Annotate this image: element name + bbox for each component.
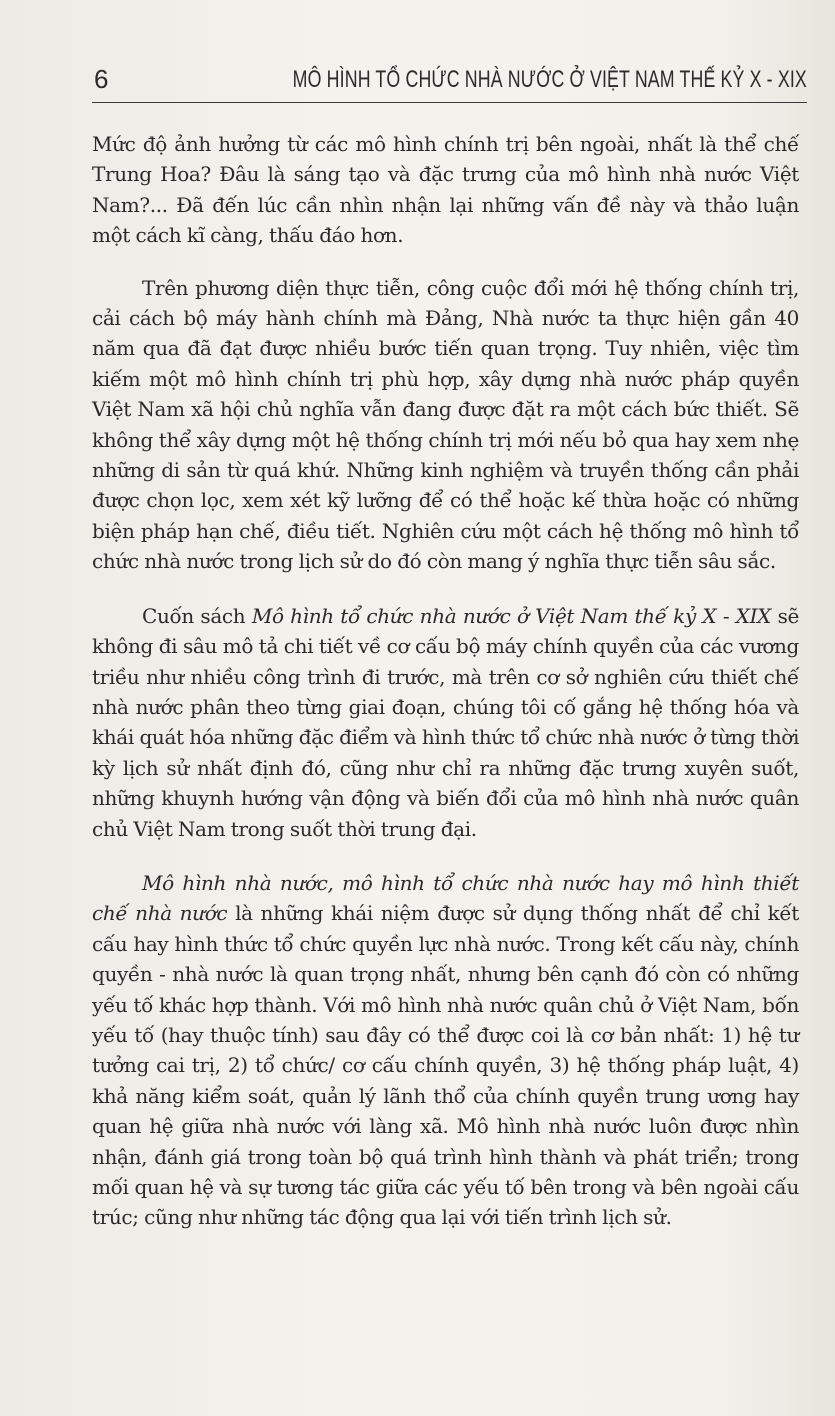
paragraph-4-rest: là những khái niệm được sử dụng thống nhất để chỉ kết cấu hay hình thức tổ chức quyền lực nhà nước. Trong kết cấu này, chính quyền - nhà nước là quan trọng nhất, nhưng bên cạnh đó còn có những yếu tố khác hợp thành. Với mô hình nhà nước quân chủ ở Việt Nam, bốn yếu tố (hay thuộc tính) sau đây có thể được coi là cơ bản nhất: 1) hệ tư tưởng cai trị, 2) tổ chức/ cơ cấu chính quyền, 3) hệ thống pháp luật, 4) khả năng kiểm soát, quản lý lãnh thổ của chính quyền trung ương hay quan hệ giữa nhà nước với làng xã. Mô hình nhà nước luôn được nhìn nhận, đánh giá trong toàn bộ quá trình hình thành và phát triển; trong mối quan hệ và sự tương tác giữa các yếu tố bên trong và bên ngoài cấu trúc; cũng như những tác động qua lại với tiến trình lịch sử.	[92, 901, 799, 1230]
paragraph-1: Mức độ ảnh hưởng từ các mô hình chính trị bên ngoài, nhất là thể chế Trung Hoa? Đâu là sáng tạo và đặc trưng của mô hình nhà nước Việt Nam?... Đã đến lúc cần nhìn nhận lại những vấn đề này và thảo luận một cách kĩ càng, thấu đáo hơn.	[92, 132, 799, 248]
paragraph-3-lead: Cuốn sách	[142, 603, 252, 628]
running-title: MÔ HÌNH TỔ CHỨC NHÀ NƯỚC Ở VIỆT NAM THẾ KỶ X - XIX	[292, 66, 807, 93]
paragraph-3	[92, 601, 799, 844]
paragraph-4	[92, 868, 799, 1233]
paragraph-4-terms: Mô hình nhà nước, mô hình tổ chức nhà nước hay mô hình thiết chế nhà nước	[92, 870, 799, 926]
paragraph-3-rest: sẽ không đi sâu mô tả chi tiết về cơ cấu bộ máy chính quyền của các vương triều như nhiều công trình đi trước, mà trên cơ sở nghiên cứu thiết chế nhà nước phân theo từng giai đoạn, chúng tôi cố gắng hệ thống hóa và khái quát hóa những đặc điểm và hình thức tổ chức nhà nước ở từng thời kỳ lịch sử nhất định đó, cũng như chỉ ra những đặc trưng xuyên suốt, những khuynh hướng vận động và biến đổi của mô hình nhà nước quân chủ Việt Nam trong suốt thời trung đại.	[92, 603, 799, 841]
page-number: 6	[94, 64, 109, 94]
paragraph-2: Trên phương diện thực tiễn, công cuộc đổi mới hệ thống chính trị, cải cách bộ máy hành chính mà Đảng, Nhà nước ta thực hiện gần 40 năm qua đã đạt được nhiều bước tiến quan trọng. Tuy nhiên, việc tìm kiếm một mô hình chính trị phù hợp, xây dựng nhà nước pháp quyền Việt Nam xã hội chủ nghĩa vẫn đang được đặt ra một cách bức thiết. Sẽ không thể xây dựng một hệ thống chính trị mới nếu bỏ qua hay xem nhẹ những di sản từ quá khứ. Những kinh nghiệm và truyền thống cần phải được chọn lọc, xem xét kỹ lưỡng để có thể hoặc kế thừa hoặc có những biện pháp hạn chế, điều tiết. Nghiên cứu một cách hệ thống mô hình tổ chức nhà nước trong lịch sử do đó còn mang ý nghĩa thực tiễn sâu sắc.	[92, 275, 799, 574]
page-header	[92, 62, 807, 103]
book-title: Mô hình tổ chức nhà nước ở Việt Nam thế kỷ X - XIX	[251, 603, 772, 628]
body-text	[92, 129, 799, 1233]
